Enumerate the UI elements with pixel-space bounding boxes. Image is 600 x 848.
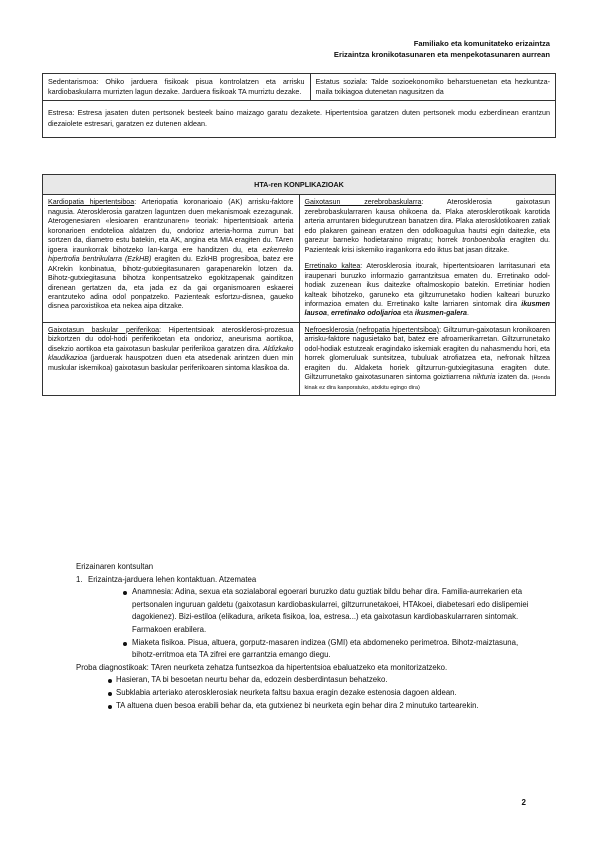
erretinako-emphasis-3: ikusmen-galera [414,309,467,318]
bullet-anamnesia [76,586,536,636]
erretinako-sep-1: , [326,309,331,318]
item-number: 1. [76,574,83,584]
estatus-label: Estatus soziala [315,77,366,86]
gaixotasun-bask-emphasis: Aldizkako klaudikazioa [48,344,294,363]
nefro-small-note: (Honda kinak ez dira kanporatuko, atxikitu egingo dira) [304,375,550,391]
bullet-dot-icon [123,591,127,595]
bullet-dot-icon [123,642,127,646]
bullet-text: Subklabia arteriako aterosklerosiak neurketa faltsu baxua eragin dezake estenosia dagoen aldean. [116,687,457,697]
erretinako-emphasis-2: erretinako odoljarioa [330,309,402,318]
kardiopatia-text-2: eragiten du. EzkHB progresiboa, batez ere AKrekin konbinatua, bihotz-gutxiegitasunaren garapenarekin lotzen da. Bihotz-gutxiegitasuna bihotza konpentsatzeko egokitzapenak gainditzen direnean gertatzen da, eta jada ez da gai organismoaren eskaerei erantzuteko adina odol ponpatzeko. Pazienteak esfortzu-disnea, gaueko disnea paroxistikoa eta nekea aipa ditzake. [48,255,294,311]
bullet-text: Anamnesia: Adina, sexua eta sozialaboral egoerari buruzko datu guztiak bildu behar dira. Familia-aurrekarien eta pertsonalen inguruan galdetu (gaixotasun kardiobaskularrei, giltzurrunetakoei, HTAkoei, diabetesari edo dislipemiei dagokienez). Bizi-estiloa (elikadura, ariketa fisikoa, loa, estresa...) eta gaixotasun kardiobaskularraren sintomak. Farmakoen erabilera. [132,587,529,634]
page-header [334,38,550,60]
nefro-label: Nefroesklerosia (nefropatia hipertentsiboa) [304,325,440,334]
erretinako-label: Erretinako kaltea [304,262,361,271]
sedentarismoa-text: : Ohiko jarduera fisikoak pisua kontrolatzen eta arrisku kardiobaskularra murrizten lagun dezake. Jarduera fisikoak TA murriztu dezake. [48,77,305,97]
bullet-dot-icon [108,692,112,696]
bullet-text: Miaketa fisikoa. Pisua, altuera, gorputz-masaren indizea (GMI) eta abdomeneko perimetroa. Bihotz-maiztasuna, bihotz-erritmoa eta TA zifrei ere garrantzia emango diegu. [132,637,519,660]
item-text: Erizaintza-jarduera lehen kontaktuan. Atzematea [88,574,257,584]
nefro-text-2: izaten da. [495,373,532,382]
erretinako-end: . [466,309,469,318]
bullet-miaketa [76,637,536,662]
consultation-section [76,561,536,712]
kardiopatia-emphasis: ezkerreko hipertrofia bentrikularra (EzkHB) [48,245,294,264]
cell-gaixotasun-baskular [43,322,300,395]
gaixotasun-zere-text-1: : Aterosklerosia gaixotasun zerebrobaskularraren kausa ohikoena da. Plaka aterosklerotikoak karotida arteria arruntaren bidegurutzean banatzen dira. Plaka aterosklotikoaren zatiak edo plakaren gainean eratzen den odolkoagulua hautsi egin daitezke, eta garezur barneko hodietaraino migratu; horrek [304,198,551,245]
page-number: 2 [521,798,526,807]
cell-gaixotasun-zerebrobaskularra [299,195,556,322]
header-course-title: Familiako eta komunitateko erizaintza [413,39,550,48]
erretinako-text-1: : Aterosklerosia itxurak, hipertentsioaren larritasunari eta iraupenari buruzko informazio garrantzitsua ematen du. Erretinako odol-hodiak zuzenean ikus daitezke oftalmoskopio batekin. Erretiniar hodien kalteak bihotzeko, garuneko eta giltzurrunetako hodien kalteari buruzko informazioa ematen du. Erretinako kalte larriaren sintomak dira [304,262,550,308]
cell-kardiopatia [43,195,300,322]
header-course-subtitle: Erizaintza kronikotasunaren eta menpekotasunaren aurrean [333,50,550,59]
erretinako-sep-2: eta [401,309,415,318]
gaixotasun-zere-text-2: eragiten du. Pazienteak krisi iskemiko iragankorra edo iktus bat jasan ditzake. [304,236,550,254]
section-title: Erizainaren kontsultan [76,562,154,571]
gaixotasun-bask-label: Gaixotasun baskular periferikoa [48,325,160,334]
gaixotasun-zere-label: Gaixotasun zerebrobaskularra [304,198,422,207]
bullet-dot-icon [108,679,112,683]
bullet-text: TA altuena duen besoa erabili behar da, eta gutxienez bi neurketa egin behar dira 2 minutuko tartearekin. [116,700,479,710]
bullet-text: Hasieran, TA bi besoetan neurtu behar da, edozein desberdintasun behatzeko. [116,675,388,685]
cell-estatus-soziala [310,74,556,101]
cell-nefroesklerosia [299,322,556,395]
nefro-emphasis: nikturia [472,373,496,382]
complications-title: HTA-ren KONPLIKAZIOAK [43,175,556,195]
erretinako-emphasis-1: ikusmen lausoa [304,299,550,318]
cell-sedentarismoa [43,74,311,101]
complications-table [42,174,556,396]
gaixotasun-bask-text-2: (jarduerak hauspotzen duen eta atsedenak arintzen duen min muskular iskemikoa) gaixotasun baskular periferikoaren sintoma klasikoa da. [48,354,294,372]
kardiopatia-text-1: : Arteriopatia koronarioaio (AK) arrisku-faktore nagusia. Aterosklerosia garatzen laguntzen duen mekanismoak ezezagunak. Aterogenesiaren «lesioaren erantzunaren» teoriak: hipertentsioak arteria koronarioen endotelioa aldatzen du, ondorioz arteria-horma zurrun bat sortzen da, diametro estu batekin, eta AK, angina eta MIA eragiten du. TAren igoera iraunkorrak bihotzeko lan-karga ere handitzen du, eta [48,198,294,254]
risk-factors-table [42,73,556,138]
numbered-item-1 [76,574,536,587]
estatus-text: : Talde sozioekonomiko beharstuenetan eta hezkuntza-maila txikiagoa dutenetan nagusitzen da [315,77,550,97]
kardiopatia-label: Kardiopatia hipertentsiboa [48,198,135,207]
sub-bullet-1 [76,674,536,687]
proba-diagnostikoak: Proba diagnostikoak: TAren neurketa zehatza funtsezkoa da hipertentsioa ebaluatzeko eta monitorizatzeko. [76,662,448,672]
sub-bullet-3 [76,700,536,713]
sedentarismoa-label: Sedentarismoa [48,77,97,86]
gaixotasun-bask-text-1: : Hipertentsioak aterosklerosi-prozesua bizkortzen du odol-hodi periferikoetan eta ondorioz, aneurisma aortikoa, disekzio aortikoa eta gaixotasun baskular periferikoa garatzen dira. [48,325,294,353]
bullet-dot-icon [108,705,112,709]
gaixotasun-zere-emphasis: tronboenbolia [462,236,506,245]
nefro-text-1: : Giltzurrun-gaixotasun kronikoaren arrisku-faktore nagusietako bat, batez ere afroamerikarretan. Giltzurrunetako odol-hodiak estutzeak eragindako iskemiak eragiten du nahasmendu hori, eta horrek glomeruluak suntsitzea, tubuluak atrofiatzea eta, nefronak hiltzea eragiten du. Aldaketa horiek giltzurrun-gutxiegitasuna eragiten dute. Giltzurrunetako gaixotasunaren sintoma goiztiarrena [304,325,550,382]
cell-estresa [43,101,556,137]
estresa-text: Estresa: Estresa jasaten duten pertsonek besteek baino maizago garatu dezakete. Hipertentsioa garatzen duten pertsonek modu ezberdinean erantzun diezaiolete estresari, garatzen ez dutenen aldean. [48,108,550,128]
sub-bullet-2 [76,687,536,700]
